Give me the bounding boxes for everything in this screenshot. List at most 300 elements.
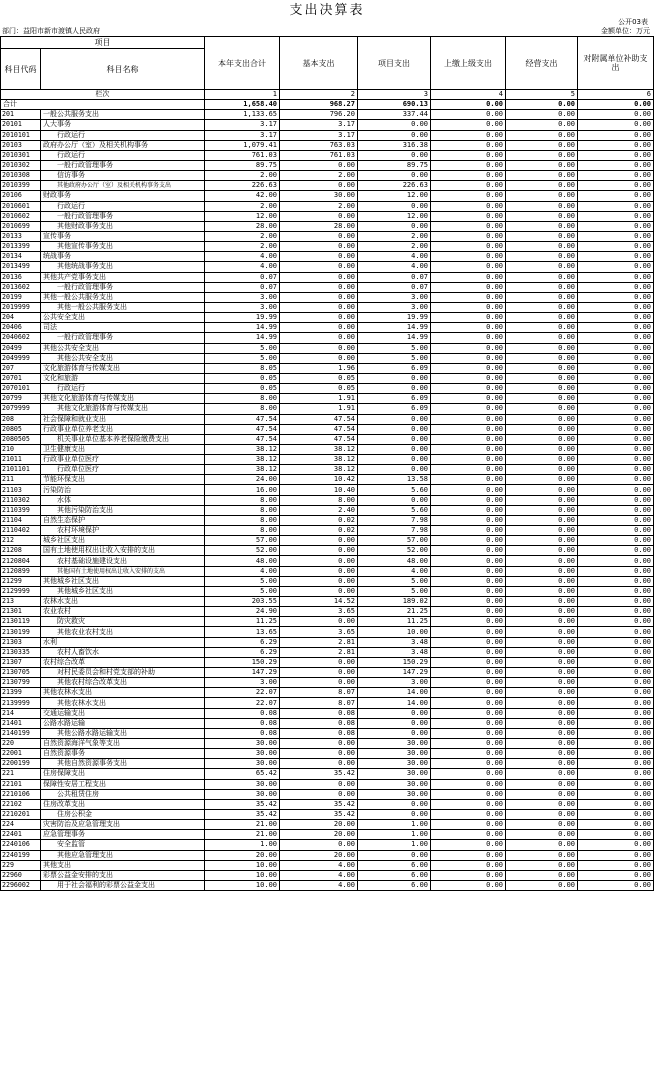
amount-cell: 0.00	[506, 769, 578, 779]
amount-cell: 0.00	[506, 799, 578, 809]
amount-cell: 0.00	[506, 607, 578, 617]
subject-name-text: 统战事务	[43, 252, 71, 261]
subject-code: 21103	[1, 485, 41, 495]
amount-cell: 0.00	[506, 556, 578, 566]
amount-cell: 8.00	[205, 505, 280, 515]
subject-name	[41, 384, 205, 394]
table-row	[1, 820, 654, 830]
amount-cell: 0.00	[506, 850, 578, 860]
subject-code: 20805	[1, 424, 41, 434]
subject-code: 20136	[1, 272, 41, 282]
amount-cell: 38.12	[205, 465, 280, 475]
amount-cell: 0.00	[506, 749, 578, 759]
subject-name-text: 其他一般公共服务支出	[57, 303, 127, 312]
amount-cell: 0.00	[280, 181, 358, 191]
amount-cell: 0.00	[578, 455, 654, 465]
amount-cell: 0.00	[431, 627, 506, 637]
amount-cell: 0.00	[506, 262, 578, 272]
table-row	[1, 282, 654, 292]
subject-code: 2010699	[1, 221, 41, 231]
subject-name-text: 社会保障和就业支出	[43, 414, 106, 423]
amount-cell: 10.00	[205, 870, 280, 880]
amount-cell: 0.00	[431, 171, 506, 181]
amount-cell: 4.00	[280, 860, 358, 870]
amount-cell: 30.00	[358, 759, 431, 769]
amount-cell: 0.00	[506, 384, 578, 394]
amount-cell: 10.00	[205, 880, 280, 890]
amount-cell: 5.00	[358, 586, 431, 596]
amount-cell: 0.00	[431, 272, 506, 282]
amount-cell: 4.00	[358, 566, 431, 576]
subject-name	[41, 576, 205, 586]
table-row	[1, 515, 654, 525]
amount-cell: 24.90	[205, 607, 280, 617]
amount-cell: 0.00	[506, 404, 578, 414]
subject-code: 220	[1, 739, 41, 749]
subject-name-text: 自然资源事务	[43, 749, 85, 758]
amount-cell: 0.00	[431, 617, 506, 627]
amount-cell: 0.00	[280, 272, 358, 282]
column-number-row	[1, 90, 654, 100]
table-row	[1, 353, 654, 363]
subject-name	[41, 789, 205, 799]
amount-cell: 0.00	[431, 637, 506, 647]
amount-cell: 8.00	[205, 404, 280, 414]
subject-name-text: 农业农村	[43, 607, 71, 616]
amount-cell: 0.00	[506, 830, 578, 840]
amount-cell: 20.00	[280, 830, 358, 840]
amount-cell: 0.00	[578, 759, 654, 769]
subject-name	[41, 181, 205, 191]
amount-cell: 0.00	[358, 384, 431, 394]
subject-name	[41, 678, 205, 688]
amount-cell: 89.75	[205, 160, 280, 170]
report-title: 支出决算表	[289, 3, 365, 18]
subject-name-text: 政府办公厅（室）及相关机构事务	[43, 140, 148, 149]
amount-cell: 38.12	[280, 465, 358, 475]
amount-cell: 0.00	[506, 120, 578, 130]
amount-cell: 0.00	[578, 292, 654, 302]
amount-cell: 47.54	[205, 414, 280, 424]
amount-cell: 0.00	[578, 363, 654, 373]
amount-cell: 8.00	[205, 526, 280, 536]
table-row	[1, 718, 654, 728]
table-row	[1, 526, 654, 536]
amount-cell: 0.00	[358, 373, 431, 383]
amount-cell: 0.00	[280, 333, 358, 343]
amount-cell: 14.99	[205, 333, 280, 343]
amount-cell: 5.00	[358, 576, 431, 586]
amount-cell: 19.99	[358, 313, 431, 323]
subject-name-text: 自然资源海洋气象等支出	[43, 739, 120, 748]
form-number: 公开03表	[618, 18, 648, 26]
amount-cell: 30.00	[205, 759, 280, 769]
amount-cell: 0.00	[506, 160, 578, 170]
subject-code: 2130199	[1, 627, 41, 637]
amount-cell: 38.12	[280, 455, 358, 465]
amount-cell: 0.00	[578, 820, 654, 830]
table-row	[1, 759, 654, 769]
table-row	[1, 789, 654, 799]
subject-code: 221	[1, 769, 41, 779]
subject-name	[41, 465, 205, 475]
subject-code: 2010101	[1, 130, 41, 140]
subject-name-text: 水利	[43, 637, 57, 646]
subject-name	[41, 840, 205, 850]
amount-cell: 0.00	[358, 171, 431, 181]
amount-cell: 0.00	[506, 728, 578, 738]
amount-cell: 0.00	[506, 242, 578, 252]
subject-name-text: 其他农村综合改革支出	[57, 678, 127, 687]
amount-cell: 35.42	[280, 799, 358, 809]
table-row	[1, 384, 654, 394]
amount-cell: 0.00	[578, 840, 654, 850]
subject-name-text: 其他公共安全支出	[43, 343, 99, 352]
amount-cell: 0.00	[431, 830, 506, 840]
table-row	[1, 465, 654, 475]
amount-cell: 0.00	[431, 607, 506, 617]
amount-cell: 2.00	[358, 231, 431, 241]
subject-name-text: 其他财政事务支出	[57, 221, 113, 230]
table-row	[1, 880, 654, 890]
amount-cell: 0.00	[578, 779, 654, 789]
table-row	[1, 221, 654, 231]
amount-cell: 0.00	[280, 302, 358, 312]
amount-cell: 8.00	[205, 394, 280, 404]
subject-name	[41, 809, 205, 819]
subject-name-text: 农村人畜饮水	[57, 647, 99, 656]
table-row	[1, 302, 654, 312]
amount-cell: 0.00	[431, 475, 506, 485]
amount-cell: 0.07	[205, 282, 280, 292]
amount-cell: 0.00	[578, 424, 654, 434]
amount-cell: 0.00	[431, 657, 506, 667]
subject-name-text: 卫生健康支出	[43, 444, 85, 453]
subject-name-text: 住房改革支出	[43, 799, 85, 808]
amount-cell: 0.00	[280, 566, 358, 576]
amount-cell: 0.00	[578, 617, 654, 627]
table-row	[1, 617, 654, 627]
subject-name-text: 保障性安居工程支出	[43, 779, 106, 788]
amount-cell: 0.00	[578, 272, 654, 282]
amount-cell: 35.42	[205, 809, 280, 819]
subject-code: 2070101	[1, 384, 41, 394]
amount-cell: 0.00	[578, 120, 654, 130]
subject-code: 229	[1, 860, 41, 870]
amount-cell: 337.44	[358, 110, 431, 120]
amount-cell: 0.00	[280, 586, 358, 596]
table-row	[1, 394, 654, 404]
amount-cell: 12.00	[358, 211, 431, 221]
header-basic: 基本支出	[280, 37, 358, 90]
subject-name	[41, 627, 205, 637]
subject-name	[41, 586, 205, 596]
amount-cell: 2.40	[280, 505, 358, 515]
subject-name	[41, 759, 205, 769]
amount-cell: 19.99	[205, 313, 280, 323]
subject-name-text: 信访事务	[57, 171, 85, 180]
amount-cell: 0.00	[431, 749, 506, 759]
subject-name-text: 其他一般公共服务支出	[43, 292, 113, 301]
amount-cell: 0.00	[506, 231, 578, 241]
subject-code: 20106	[1, 191, 41, 201]
subject-name-text: 污染防治	[43, 485, 71, 494]
amount-cell: 47.54	[205, 434, 280, 444]
amount-cell: 0.00	[578, 434, 654, 444]
subject-code: 207	[1, 363, 41, 373]
amount-cell: 65.42	[205, 769, 280, 779]
amount-cell: 0.00	[578, 444, 654, 454]
subject-code: 2010399	[1, 181, 41, 191]
column-number: 3	[358, 90, 431, 100]
amount-cell: 0.00	[431, 820, 506, 830]
subject-name	[41, 242, 205, 252]
amount-cell: 0.00	[506, 292, 578, 302]
amount-cell: 48.00	[358, 556, 431, 566]
amount-cell: 0.00	[506, 739, 578, 749]
subject-name	[41, 769, 205, 779]
table-row	[1, 728, 654, 738]
amount-cell: 1.00	[358, 840, 431, 850]
amount-cell: 0.00	[280, 657, 358, 667]
amount-cell: 0.00	[506, 394, 578, 404]
subject-name	[41, 211, 205, 221]
amount-cell: 0.00	[506, 647, 578, 657]
subject-name	[41, 302, 205, 312]
amount-cell: 0.00	[431, 597, 506, 607]
amount-cell: 0.05	[205, 384, 280, 394]
total-value: 1,658.40	[205, 100, 280, 110]
amount-cell: 0.00	[578, 607, 654, 617]
amount-cell: 0.07	[205, 272, 280, 282]
amount-cell: 3.00	[205, 292, 280, 302]
amount-cell: 0.00	[280, 262, 358, 272]
amount-cell: 0.00	[431, 262, 506, 272]
subject-code: 22101	[1, 779, 41, 789]
amount-cell: 0.00	[578, 353, 654, 363]
table-row	[1, 799, 654, 809]
amount-cell: 5.60	[358, 505, 431, 515]
amount-cell: 0.00	[578, 485, 654, 495]
subject-name-text: 行政运行	[57, 130, 85, 139]
amount-cell: 0.00	[506, 353, 578, 363]
amount-cell: 0.00	[506, 282, 578, 292]
amount-cell: 0.00	[506, 333, 578, 343]
amount-cell: 0.00	[578, 880, 654, 890]
amount-cell: 0.00	[280, 779, 358, 789]
amount-cell: 0.00	[431, 150, 506, 160]
table-row	[1, 191, 654, 201]
amount-cell: 6.29	[205, 637, 280, 647]
amount-cell: 0.00	[578, 221, 654, 231]
subject-code: 2010301	[1, 150, 41, 160]
amount-cell: 0.00	[506, 627, 578, 637]
subject-name	[41, 617, 205, 627]
amount-cell: 11.25	[205, 617, 280, 627]
amount-cell: 0.00	[431, 779, 506, 789]
amount-cell: 0.00	[431, 302, 506, 312]
subject-code: 2080505	[1, 434, 41, 444]
amount-cell: 0.00	[506, 130, 578, 140]
amount-cell: 22.07	[205, 698, 280, 708]
table-row	[1, 860, 654, 870]
amount-cell: 0.00	[431, 120, 506, 130]
amount-cell: 0.00	[506, 414, 578, 424]
table-row	[1, 404, 654, 414]
total-value: 0.00	[578, 100, 654, 110]
amount-cell: 0.00	[431, 799, 506, 809]
subject-code: 21303	[1, 637, 41, 647]
amount-cell: 10.00	[205, 860, 280, 870]
subject-code: 2019999	[1, 302, 41, 312]
subject-name	[41, 799, 205, 809]
subject-code: 224	[1, 820, 41, 830]
amount-cell: 35.42	[205, 799, 280, 809]
subject-code: 2049999	[1, 353, 41, 363]
table-row	[1, 242, 654, 252]
amount-cell: 57.00	[358, 536, 431, 546]
amount-cell: 0.00	[506, 759, 578, 769]
amount-cell: 1.00	[358, 830, 431, 840]
amount-cell: 0.00	[578, 698, 654, 708]
table-row	[1, 749, 654, 759]
amount-cell: 0.00	[506, 536, 578, 546]
subject-code: 20406	[1, 323, 41, 333]
amount-cell: 0.00	[431, 880, 506, 890]
amount-cell: 8.00	[205, 495, 280, 505]
subject-code: 2130705	[1, 668, 41, 678]
amount-cell: 0.00	[506, 515, 578, 525]
amount-cell: 8.00	[280, 495, 358, 505]
amount-cell: 0.00	[280, 313, 358, 323]
amount-cell: 0.00	[280, 242, 358, 252]
amount-cell: 189.02	[358, 597, 431, 607]
table-row	[1, 556, 654, 566]
subject-name-text: 其他文化旅游体育与传媒支出	[57, 404, 148, 413]
amount-cell: 0.08	[205, 728, 280, 738]
amount-cell: 0.00	[578, 505, 654, 515]
amount-cell: 0.00	[578, 231, 654, 241]
amount-cell: 0.00	[280, 343, 358, 353]
amount-cell: 0.00	[578, 668, 654, 678]
subject-name	[41, 191, 205, 201]
amount-cell: 0.00	[280, 739, 358, 749]
subject-name-text: 财政事务	[43, 191, 71, 200]
subject-name	[41, 333, 205, 343]
amount-cell: 0.00	[431, 181, 506, 191]
amount-cell: 3.17	[280, 130, 358, 140]
table-row	[1, 211, 654, 221]
subject-code: 21299	[1, 576, 41, 586]
amount-cell: 0.00	[578, 728, 654, 738]
amount-cell: 0.00	[578, 637, 654, 647]
amount-cell: 30.00	[205, 749, 280, 759]
amount-cell: 30.00	[358, 749, 431, 759]
amount-cell: 6.00	[358, 870, 431, 880]
amount-cell: 0.00	[431, 465, 506, 475]
subject-name-text: 宣传事务	[43, 232, 71, 241]
header-upper: 上缴上级支出	[431, 37, 506, 90]
table-row	[1, 292, 654, 302]
amount-cell: 0.00	[506, 586, 578, 596]
amount-cell: 35.42	[280, 809, 358, 819]
table-row	[1, 809, 654, 819]
amount-cell: 0.00	[578, 465, 654, 475]
amount-cell: 20.00	[280, 820, 358, 830]
amount-cell: 0.00	[431, 414, 506, 424]
subject-name-text: 其他自然资源事务支出	[57, 759, 127, 768]
amount-cell: 0.00	[358, 434, 431, 444]
amount-cell: 28.00	[280, 221, 358, 231]
amount-cell: 0.00	[431, 333, 506, 343]
subject-name	[41, 120, 205, 130]
amount-cell: 0.00	[506, 546, 578, 556]
amount-cell: 1,079.41	[205, 140, 280, 150]
table-row	[1, 475, 654, 485]
amount-cell: 0.00	[431, 373, 506, 383]
amount-cell: 0.00	[280, 759, 358, 769]
amount-cell: 0.00	[506, 789, 578, 799]
amount-cell: 0.00	[280, 576, 358, 586]
subject-name-text: 文化和旅游	[43, 374, 78, 382]
table-row	[1, 739, 654, 749]
amount-cell: 0.00	[578, 566, 654, 576]
amount-cell: 0.00	[506, 526, 578, 536]
table-row	[1, 231, 654, 241]
table-row	[1, 171, 654, 181]
table-row	[1, 505, 654, 515]
subject-code: 20199	[1, 292, 41, 302]
subject-name-text: 公共租赁住房	[57, 789, 99, 798]
amount-cell: 0.00	[431, 201, 506, 211]
table-row	[1, 434, 654, 444]
subject-name	[41, 860, 205, 870]
amount-cell: 12.00	[358, 191, 431, 201]
amount-cell: 0.00	[431, 698, 506, 708]
amount-cell: 0.00	[358, 414, 431, 424]
amount-cell: 0.00	[578, 830, 654, 840]
subject-name-text: 其他公共安全支出	[57, 353, 113, 362]
subject-name	[41, 870, 205, 880]
amount-cell: 2.00	[205, 231, 280, 241]
subject-name	[41, 434, 205, 444]
amount-unit: 金额单位：万元	[601, 27, 650, 35]
table-row	[1, 830, 654, 840]
table-row	[1, 536, 654, 546]
amount-cell: 0.00	[431, 384, 506, 394]
table-row	[1, 150, 654, 160]
amount-cell: 0.00	[578, 373, 654, 383]
table-row	[1, 201, 654, 211]
expenditure-table	[0, 36, 654, 891]
amount-cell: 0.00	[431, 576, 506, 586]
subject-name	[41, 292, 205, 302]
amount-cell: 0.00	[431, 323, 506, 333]
subject-name	[41, 262, 205, 272]
amount-cell: 14.99	[205, 323, 280, 333]
subject-name-text: 一般行政管理事务	[57, 161, 113, 170]
column-number: 5	[506, 90, 578, 100]
amount-cell: 1.96	[280, 363, 358, 373]
subject-name-text: 其他应急管理支出	[57, 850, 113, 859]
amount-cell: 0.00	[578, 597, 654, 607]
amount-cell: 0.00	[506, 272, 578, 282]
amount-cell: 0.00	[280, 789, 358, 799]
subject-name	[41, 526, 205, 536]
amount-cell: 0.00	[506, 668, 578, 678]
subject-code: 2010601	[1, 201, 41, 211]
amount-cell: 0.00	[506, 181, 578, 191]
